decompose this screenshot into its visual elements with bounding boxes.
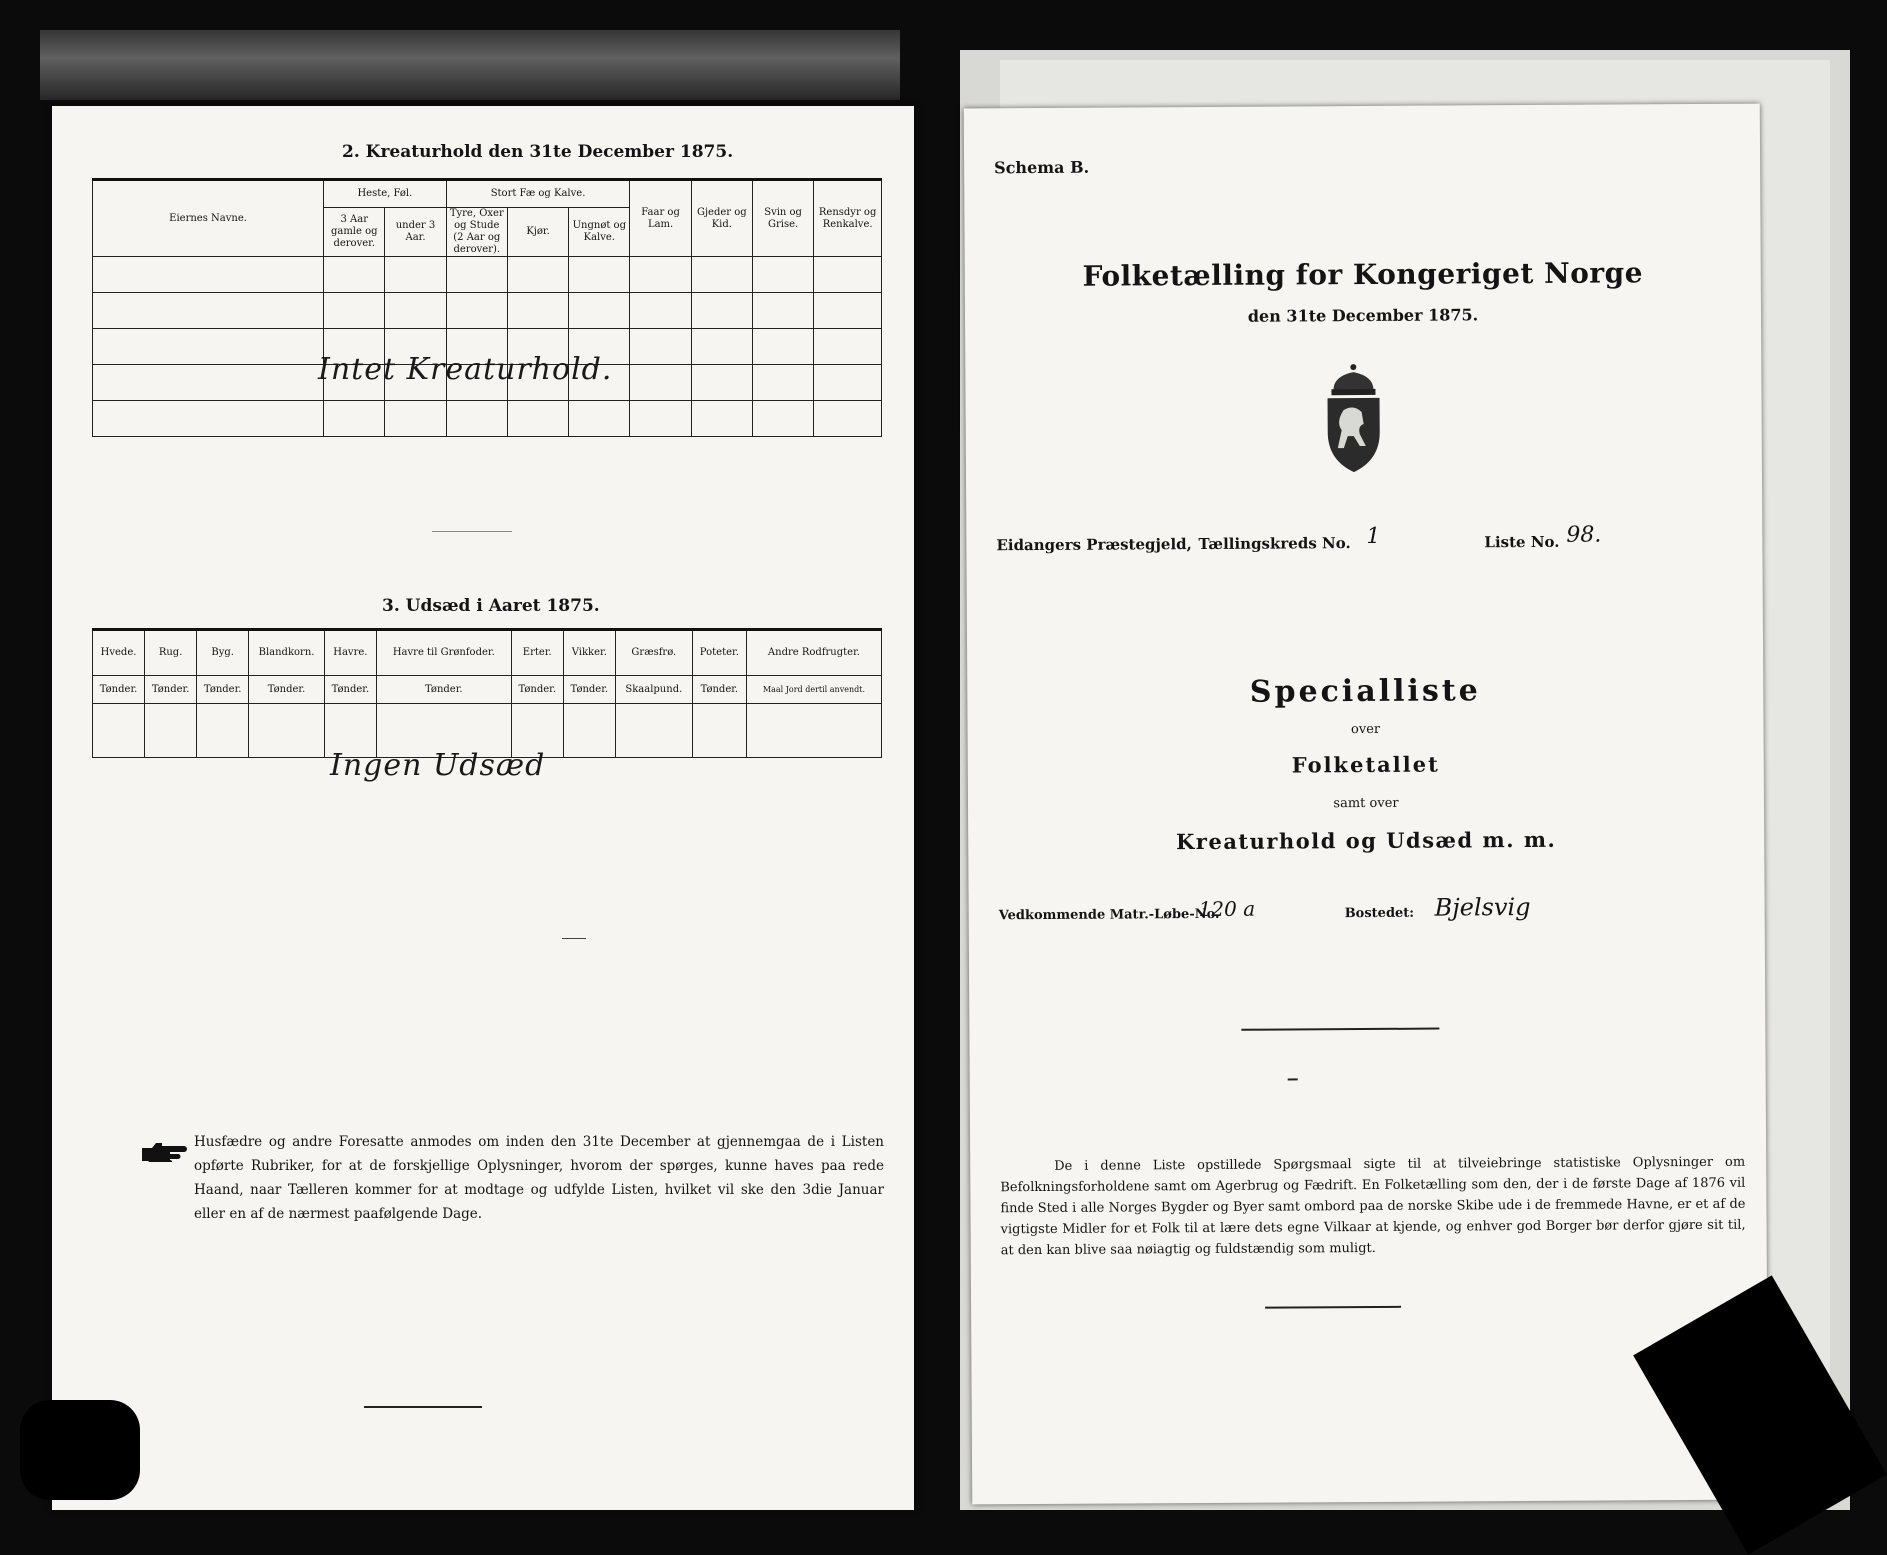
goats-column-header: Gjeder og Kid. (691, 180, 752, 257)
samt-over-label: samt over (1333, 795, 1399, 812)
seed-table (92, 628, 882, 758)
seed-col-header: Græsfrø. (615, 630, 692, 676)
liste-value: 98. (1566, 522, 1602, 548)
right-page (964, 104, 1769, 1505)
document-title: Folketælling for Kongeriget Norge (1082, 256, 1644, 293)
seed-unit: Tønder. (563, 676, 615, 704)
seed-unit: Tønder. (145, 676, 197, 704)
section2-title: 2. Kreaturhold den 31te December 1875. (342, 142, 734, 162)
norwegian-coat-of-arms-icon (1317, 362, 1390, 474)
seed-col-header: Poteter. (692, 630, 746, 676)
seed-unit: Tønder. (324, 676, 376, 704)
list-heading: Specialliste (1249, 673, 1481, 710)
seed-col-header: Blandkorn. (249, 630, 325, 676)
over-label: over (1350, 721, 1381, 738)
kreds-value: 1 (1366, 523, 1381, 549)
seed-unit: Maal Jord dertil anvendt. (746, 676, 881, 704)
end-rule (1265, 1306, 1401, 1309)
seed-col-header: Havre til Grønfoder. (376, 630, 511, 676)
scan-background-edge (40, 30, 900, 100)
cattle-group-header: Stort Fæ og Kalve. (446, 180, 630, 208)
bulls-header: Tyre, Oxer og Stude (2 Aar og derover). (446, 208, 507, 257)
schema-label: Schema B. (994, 157, 1090, 178)
seed-unit: Tønder. (93, 676, 145, 704)
kreaturhold-heading: Kreaturhold og Udsæd m. m. (1176, 826, 1557, 855)
liste-label: Liste No. (1484, 532, 1560, 552)
seed-unit: Tønder. (376, 676, 511, 704)
horses-group-header: Heste, Føl. (324, 180, 447, 208)
livestock-table (92, 178, 882, 437)
sheep-column-header: Faar og Lam. (630, 180, 691, 257)
livestock-row (93, 257, 882, 293)
divider (432, 531, 512, 532)
livestock-handwritten-entry: Intet Kreaturhold. (318, 352, 613, 387)
seed-unit: Tønder. (511, 676, 563, 704)
end-rule (364, 1406, 482, 1408)
folketallet-heading: Folketallet (1291, 751, 1440, 778)
seed-col-header: Hvede. (93, 630, 145, 676)
seed-unit: Tønder. (692, 676, 746, 704)
cows-header: Kjør. (507, 208, 568, 257)
pigs-column-header: Svin og Grise. (752, 180, 813, 257)
scan-shadow (20, 1400, 140, 1500)
seed-unit: Tønder. (249, 676, 325, 704)
bostedet-value: Bjelsvig (1434, 892, 1531, 922)
seed-col-header: Vikker. (563, 630, 615, 676)
divider-rule (1241, 1028, 1439, 1031)
seed-unit: Skaalpund. (615, 676, 692, 704)
document-subtitle: den 31te December 1875. (1247, 305, 1479, 326)
livestock-row (93, 293, 882, 329)
seed-col-header: Havre. (324, 630, 376, 676)
short-mark (1288, 1078, 1298, 1080)
census-paragraph: De i denne Liste opstillede Spørgsmaal sigte til at tilveiebringe statistiske Oplysninger om Befolkningsforholdene samt om Agerbrug og Fædrift. En Folketælling som den, der i de første Dage af 1876 vil finde Sted i alle Norges Bygder og Byer samt ombord paa de norske Skibe ude i de fremmede Havne, er et af de vigtigste Midler for et Folk til at lære dets egne Vilkaar at kjende, og enhver god Borger bør derfor gjøre sit til, at den kan blive saa nøiagtig og fuldstændig som muligt. (1000, 1154, 1746, 1259)
calves-header: Ungnøt og Kalve. (569, 208, 630, 257)
kreds-label: Tællingskreds No. (1198, 534, 1351, 554)
horses-under3-header: under 3 Aar. (385, 208, 446, 257)
reindeer-column-header: Rensdyr og Renkalve. (814, 180, 882, 257)
seed-col-header: Erter. (511, 630, 563, 676)
left-page (52, 106, 914, 1510)
seed-unit: Tønder. (197, 676, 249, 704)
prestegjeld-label: Eidangers Præstegjeld, (996, 535, 1192, 555)
pointing-hand-icon (140, 1140, 188, 1162)
seed-handwritten-entry: Ingen Udsæd (330, 748, 546, 783)
owner-column-header: Eiernes Navne. (93, 180, 324, 257)
livestock-row (93, 401, 882, 437)
horses-3yr-header: 3 Aar gamle og derover. (324, 208, 385, 257)
stray-mark (562, 938, 586, 939)
lobe-label: Vedkommende Matr.-Løbe-No. (998, 906, 1220, 924)
seed-col-header: Rug. (145, 630, 197, 676)
seed-col-header: Byg. (197, 630, 249, 676)
lobe-value: 120 a (1198, 896, 1256, 922)
section3-title: 3. Udsæd i Aaret 1875. (382, 596, 600, 616)
bostedet-label: Bostedet: (1344, 905, 1415, 922)
seed-col-header: Andre Rodfrugter. (746, 630, 881, 676)
instructions-note: Husfædre og andre Foresatte anmodes om inden den 31te December at gjennemgaa de i Listen opførte Rubriker, for at de forskjellige Oplysninger, hvorom der spørges, kunne haves paa rede Haand, naar Tælleren kommer for at modtage og udfylde Listen, hvilket vil ske den 3die Januar eller en af de nærmest paafølgende Dage. (194, 1134, 884, 1222)
